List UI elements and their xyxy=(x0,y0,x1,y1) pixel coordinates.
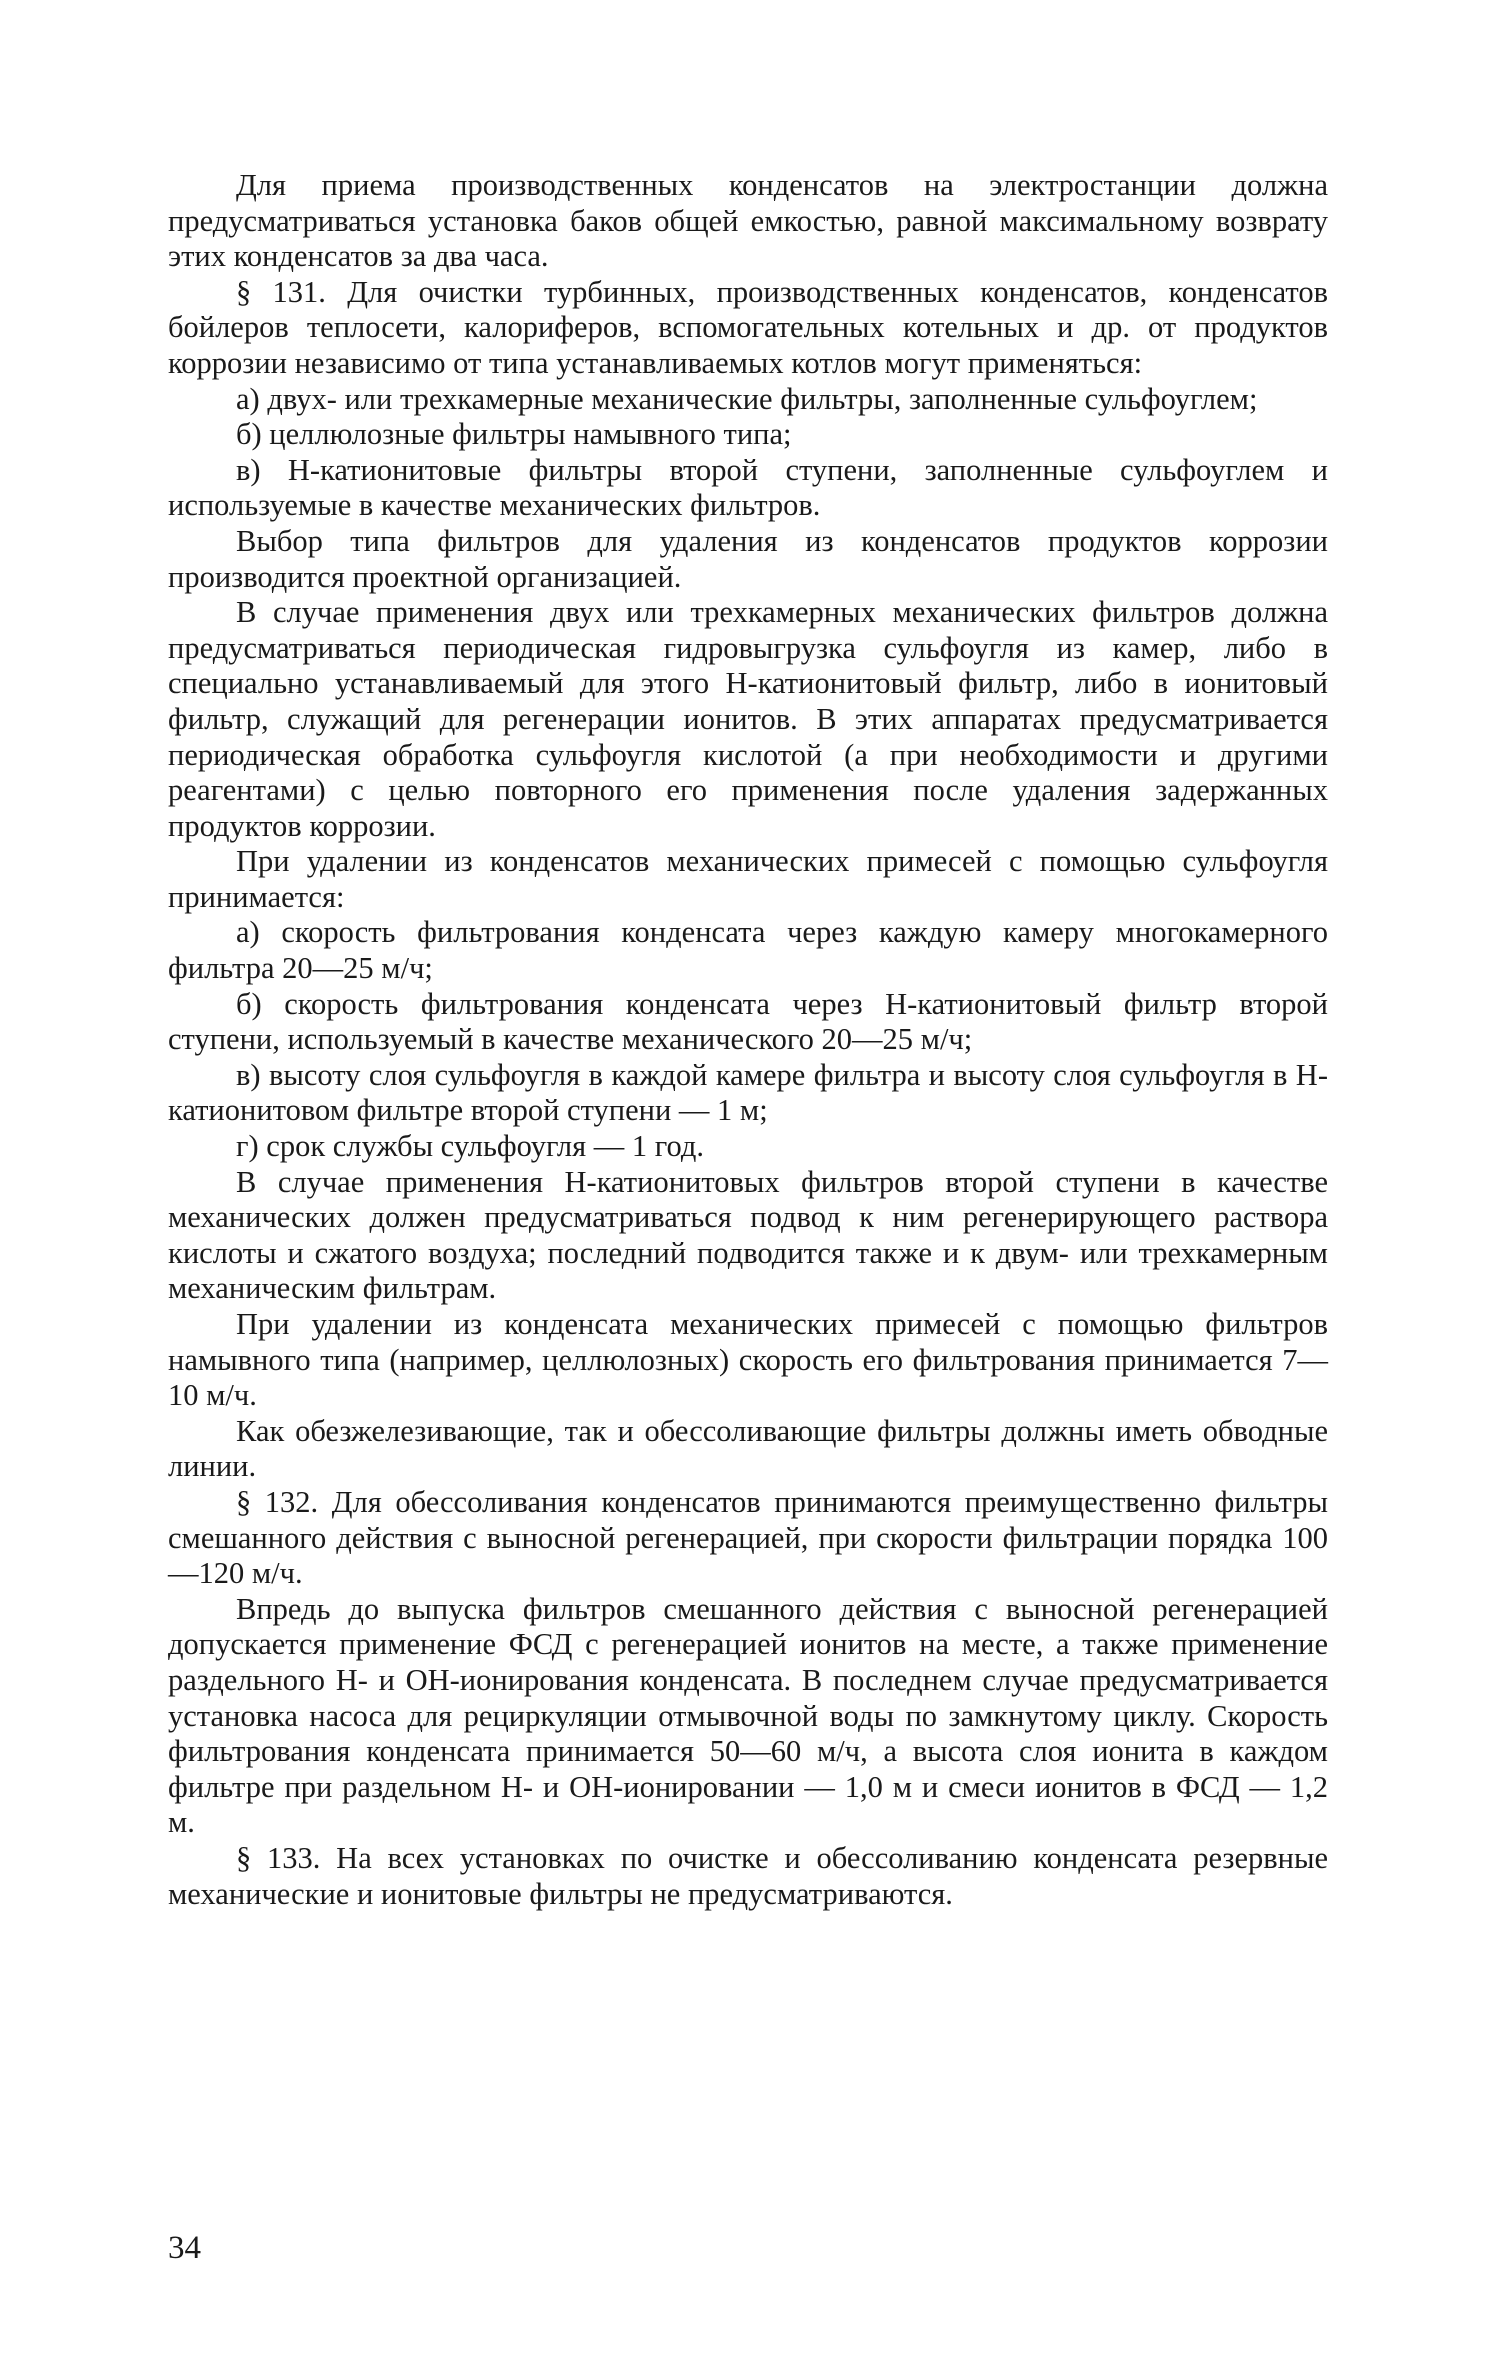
list-item-131-a: а) двух- или трехкамерные механические фильтры, заполненные сульфоуглем; xyxy=(236,381,1258,416)
paragraph-hydro-unloading: В случае применения двух или трехкамерных механических фильтров должна предусматриваться периодическая гидровыгрузка сульфоугля из камер, либо в специально устанавливаемый для этого Н-катионитовый фильтр, либо в ионитовый фильтр, служащий для регенерации ионитов. В этих аппаратах предусматривается периодическая обработка сульфоугля кислотой (а при необходимости и другими реагентами) с целью повторного его применения после удаления задержанных продуктов коррозии. xyxy=(168,595,1328,843)
list-item-131-b: б) целлюлозные фильтры намывного типа; xyxy=(236,417,792,452)
paragraph-section-133: § 133. На всех установках по очистке и обессоливанию конденсата резервные механические и ионитовые фильтры не предусматриваются. xyxy=(168,1840,1328,1911)
paragraph-precoat-filters: При удалении из конденсата механических примесей с помощью фильтров намывного типа (например, целлюлозных) скорость его фильтрования принимается 7—10 м/ч. xyxy=(168,1307,1328,1413)
paragraph-condensate-tanks: Для приема производственных конденсатов на электростанции должна предусматриваться установка баков общей емкостью, равной максимальному возврату этих конденсатов за два часа. xyxy=(168,168,1328,274)
paragraph-fsd-regeneration: Впредь до выпуска фильтров смешанного действия с выносной регенерацией допускается применение ФСД с регенерацией ионитов на месте, а также применение раздельного Н- и ОН-ионирования конденсата. В последнем случае предусматривается установка насоса для рециркуляции отмывочной воды по замкнутому циклу. Скорость фильтрования конденсата принимается 50—60 м/ч, а высота слоя ионита в каждом фильтре при раздельном Н- и ОН-ионировании — 1,0 м и смеси ионитов в ФСД — 1,2 м. xyxy=(168,1591,1328,1840)
paragraph-section-131: § 131. Для очистки турбинных, производственных конденсатов, конденсатов бойлеров теплосети, калориферов, вспомогательных котельных и др. от продуктов коррозии независимо от типа устанавливаемых котлов могут применяться: xyxy=(168,274,1328,380)
list-item-params-a: а) скорость фильтрования конденсата через каждую камеру многокамерного фильтра 20—25 м/ч; xyxy=(168,915,1328,986)
list-item-params-b: б) скорость фильтрования конденсата через Н-катионитовый фильтр второй ступени, используемый в качестве механического 20—25 м/ч; xyxy=(168,986,1328,1057)
list-item-params-d: г) срок службы сульфоугля — 1 год. xyxy=(236,1129,705,1164)
paragraph-regeneration-supply: В случае применения Н-катионитовых фильтров второй ступени в качестве механических должен предусматриваться подвод к ним регенерирующего раствора кислоты и сжатого воздуха; последний подводится также и к двум- или трехкамерным механическим фильтрам. xyxy=(168,1164,1328,1306)
paragraph-bypass-lines: Как обезжелезивающие, так и обессоливающие фильтры должны иметь обводные линии. xyxy=(168,1413,1328,1484)
paragraph-filter-choice: Выбор типа фильтров для удаления из конденсатов продуктов коррозии производится проектной организацией. xyxy=(168,523,1328,594)
page-number: 34 xyxy=(168,2230,201,2266)
paragraph-section-132: § 132. Для обессоливания конденсатов принимаются преимущественно фильтры смешанного действия с выносной регенерацией, при скорости фильтрации порядка 100—120 м/ч. xyxy=(168,1484,1328,1591)
list-item-params-c: в) высоту слоя сульфоугля в каждой камере фильтра и высоту слоя сульфоугля в Н-катионитовом фильтре второй ступени — 1 м; xyxy=(168,1057,1328,1128)
list-item-131-c: в) Н-катионитовые фильтры второй ступени, заполненные сульфоуглем и используемые в качестве механических фильтров. xyxy=(168,452,1328,523)
body-text xyxy=(168,168,1328,1912)
paragraph-sulfocoal-params: При удалении из конденсатов механических примесей с помощью сульфоугля принимается: xyxy=(168,844,1328,914)
